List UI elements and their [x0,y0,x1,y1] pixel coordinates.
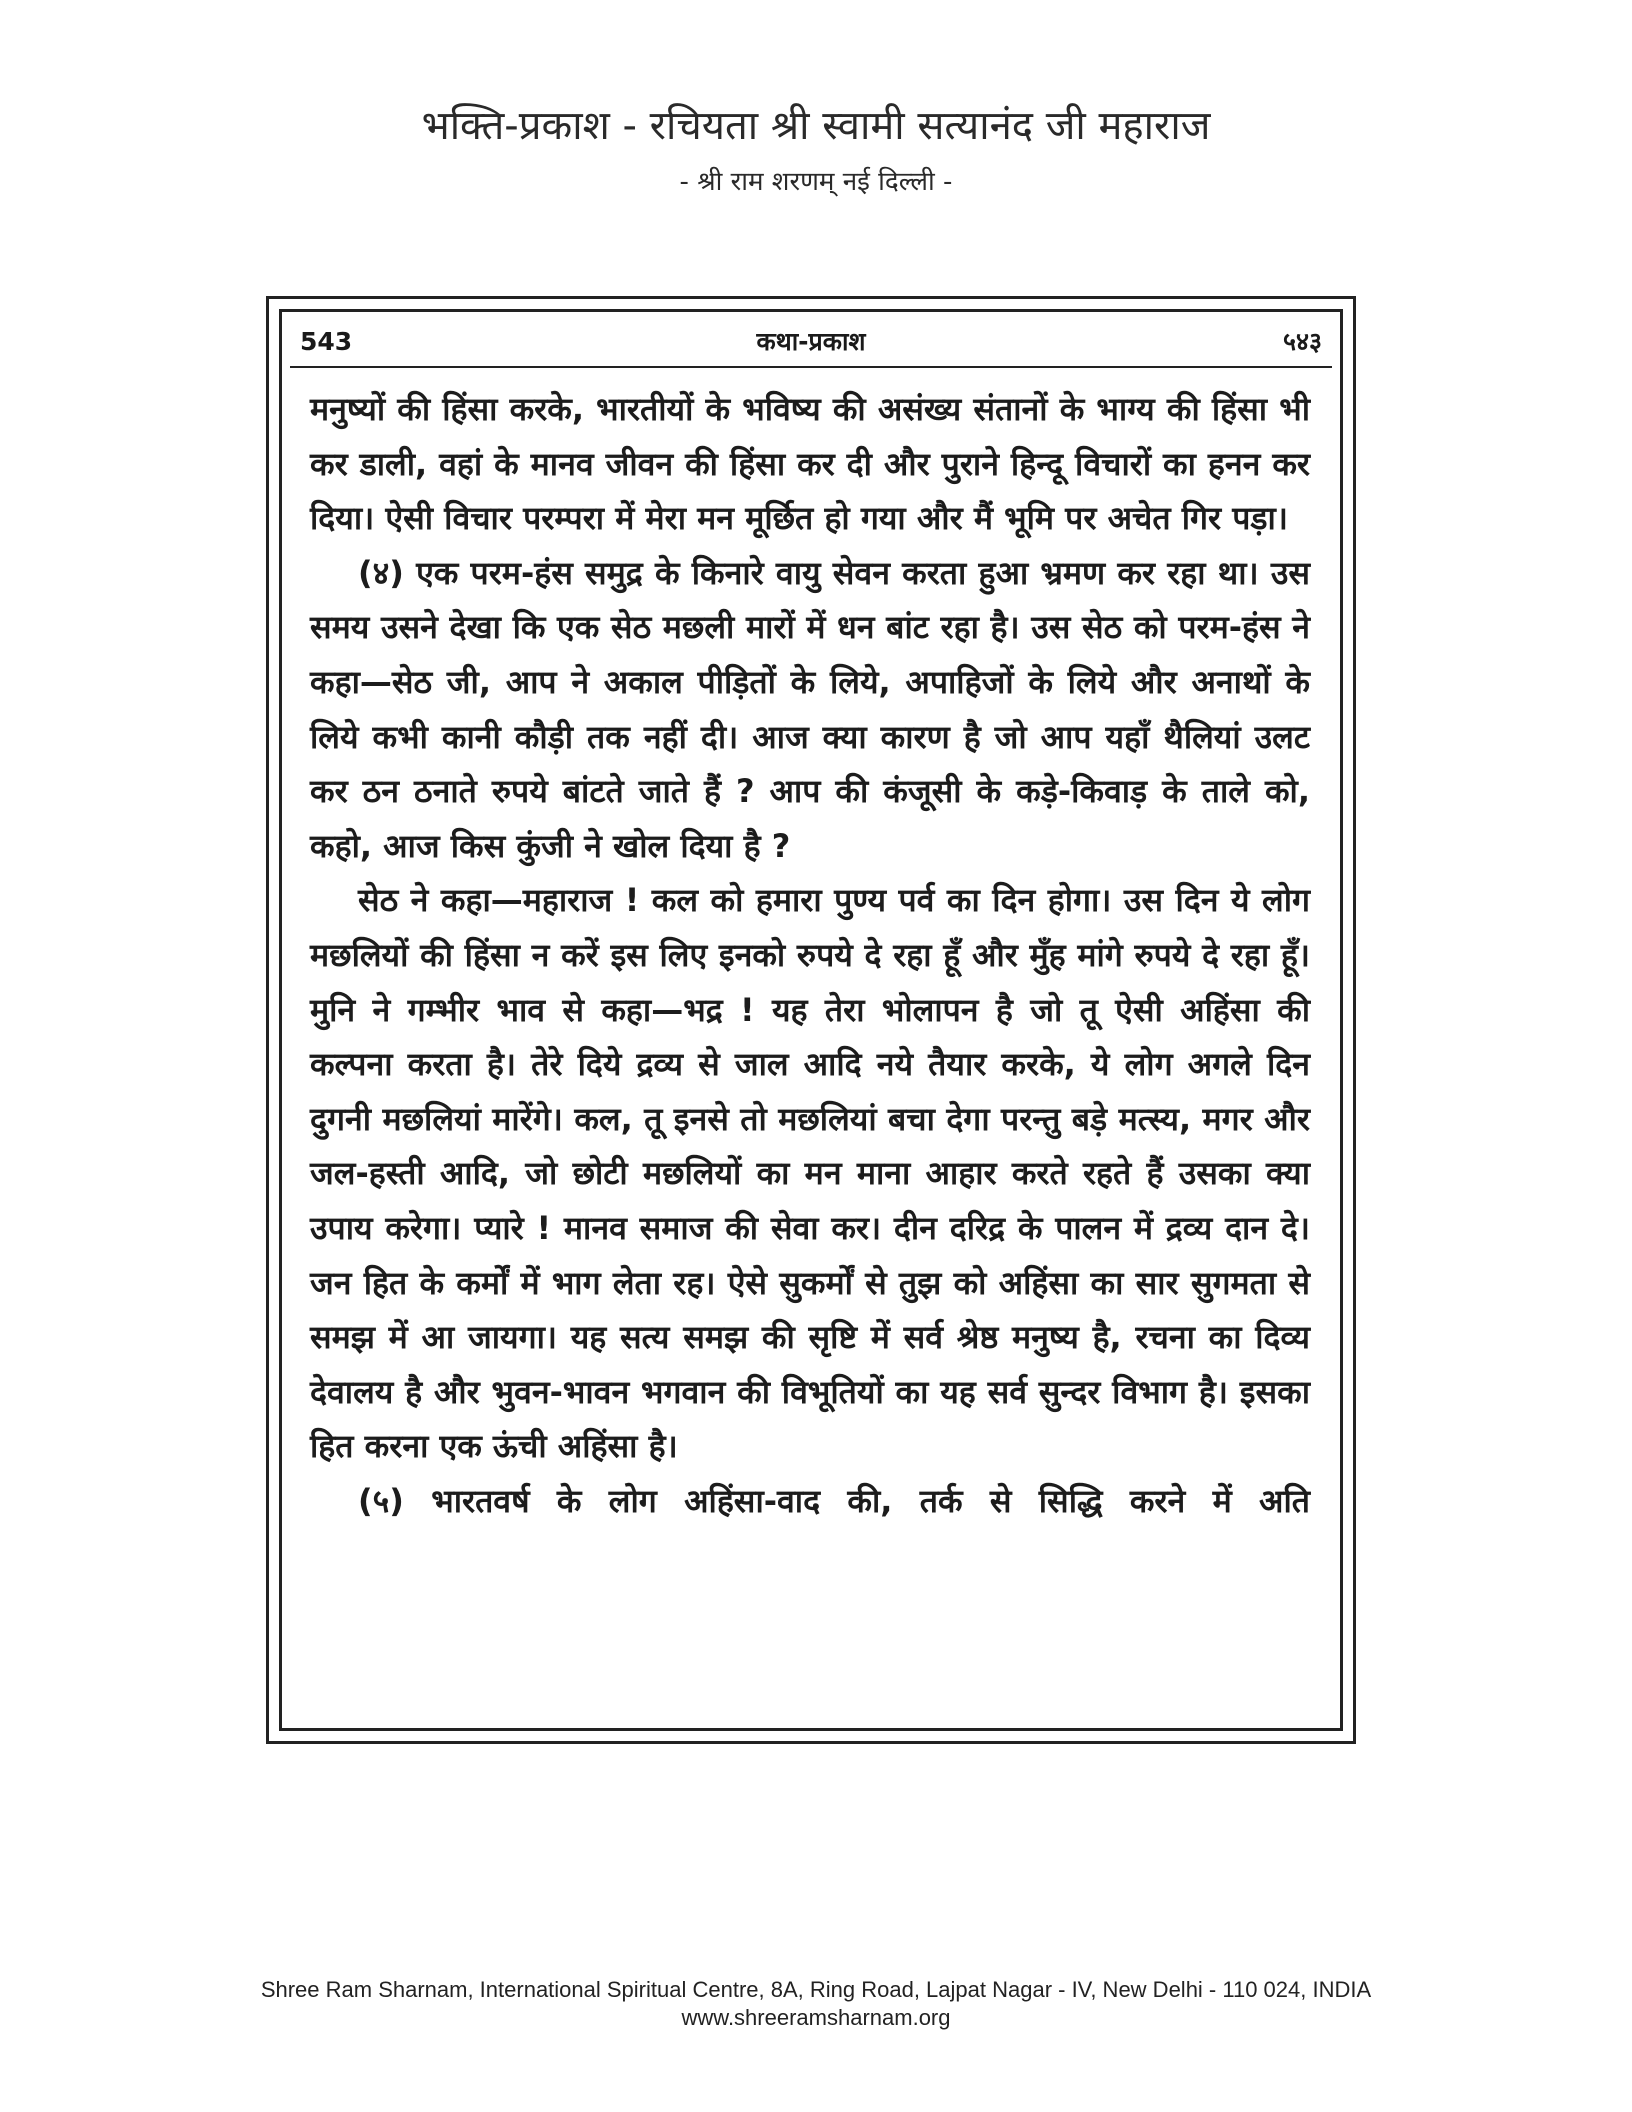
running-head [300,320,1322,362]
body-text [310,382,1310,1528]
paragraph: (५) भारतवर्ष के लोग अहिंसा-वाद की, तर्क से सिद्धि करने में अति [358,1481,1310,1520]
page-number-arabic: 543 [300,326,353,356]
page-frame-outer [266,296,1356,1744]
page-number-devanagari: ५४३ [1282,327,1322,356]
document-subtitle: - श्री राम शरणम् नई दिल्ली - [679,167,953,197]
footer-website[interactable]: www.shreeramsharnam.org [681,2005,951,2030]
running-title: कथा-प्रकाश [756,327,866,356]
paragraph: (४) एक परम-हंस समुद्र के किनारे वायु सेवन करता हुआ भ्रमण कर रहा था। उस समय उसने देखा कि एक सेठ मछली मारों में धन बांट रहा है। उस सेठ को परम-हंस ने कहा—सेठ जी, आप ने अकाल पीड़ितों के लिये, अपाहिजों के लिये और अनाथों के लिये कभी कानी कौड़ी तक नहीं दी। आज क्या कारण है जो आप यहाँ थैलियां उलट कर ठन ठनाते रुपये बांटते जाते हैं ? आप की कंजूसी के कड़े-किवाड़ के ताले को, कहो, आज किस कुंजी ने खोल दिया है ? [310,553,1310,865]
paragraph: मनुष्यों की हिंसा करके, भारतीयों के भविष्य की असंख्य संतानों के भाग्य की हिंसा भी कर डाली, वहां के मानव जीवन की हिंसा कर दी और पुराने हिन्दू विचारों का हनन कर दिया। ऐसी विचार परम्परा में मेरा मन मूर्छित हो गया और मैं भूमि पर अचेत गिर पड़ा। [310,390,1310,538]
document-header [0,100,1632,202]
document-title: भक्ति-प्रकाश - रचियता श्री स्वामी सत्यानंद जी महाराज [421,103,1211,149]
page-frame-inner [279,309,1343,1731]
header-rule [290,366,1332,368]
document-footer [0,1976,1632,2032]
paragraph: सेठ ने कहा—महाराज ! कल को हमारा पुण्य पर्व का दिन होगा। उस दिन ये लोग मछलियों की हिंसा न करें इस लिए इनको रुपये दे रहा हूँ और मुँह मांगे रुपये दे रहा हूँ। मुनि ने गम्भीर भाव से कहा—भद्र ! यह तेरा भोलापन है जो तू ऐसी अहिंसा की कल्पना करता है। तेरे दिये द्रव्य से जाल आदि नये तैयार करके, ये लोग अगले दिन दुगनी मछलियां मारेंगे। कल, तू इनसे तो मछलियां बचा देगा परन्तु बड़े मत्स्य, मगर और जल-हस्ती आदि, जो छोटी मछलियों का मन माना आहार करते रहते हैं उसका क्या उपाय करेगा। प्यारे ! मानव समाज की सेवा कर। दीन दरिद्र के पालन में द्रव्य दान दे। जन हित के कर्मों में भाग लेता रह। ऐसे सुकर्मों से तुझ को अहिंसा का सार सुगमता से समझ में आ जायगा। यह सत्य समझ की सृष्टि में सर्व श्रेष्ठ मनुष्य है, रचना का दिव्य देवालय है और भुवन-भावन भगवान की विभूतियों का यह सर्व सुन्दर विभाग है। इसका हित करना एक ऊंची अहिंसा है। [310,881,1310,1466]
footer-address: Shree Ram Sharnam, International Spiritual Centre, 8A, Ring Road, Lajpat Nagar - IV, New Delhi - 110 024, INDIA [260,1977,1372,2002]
